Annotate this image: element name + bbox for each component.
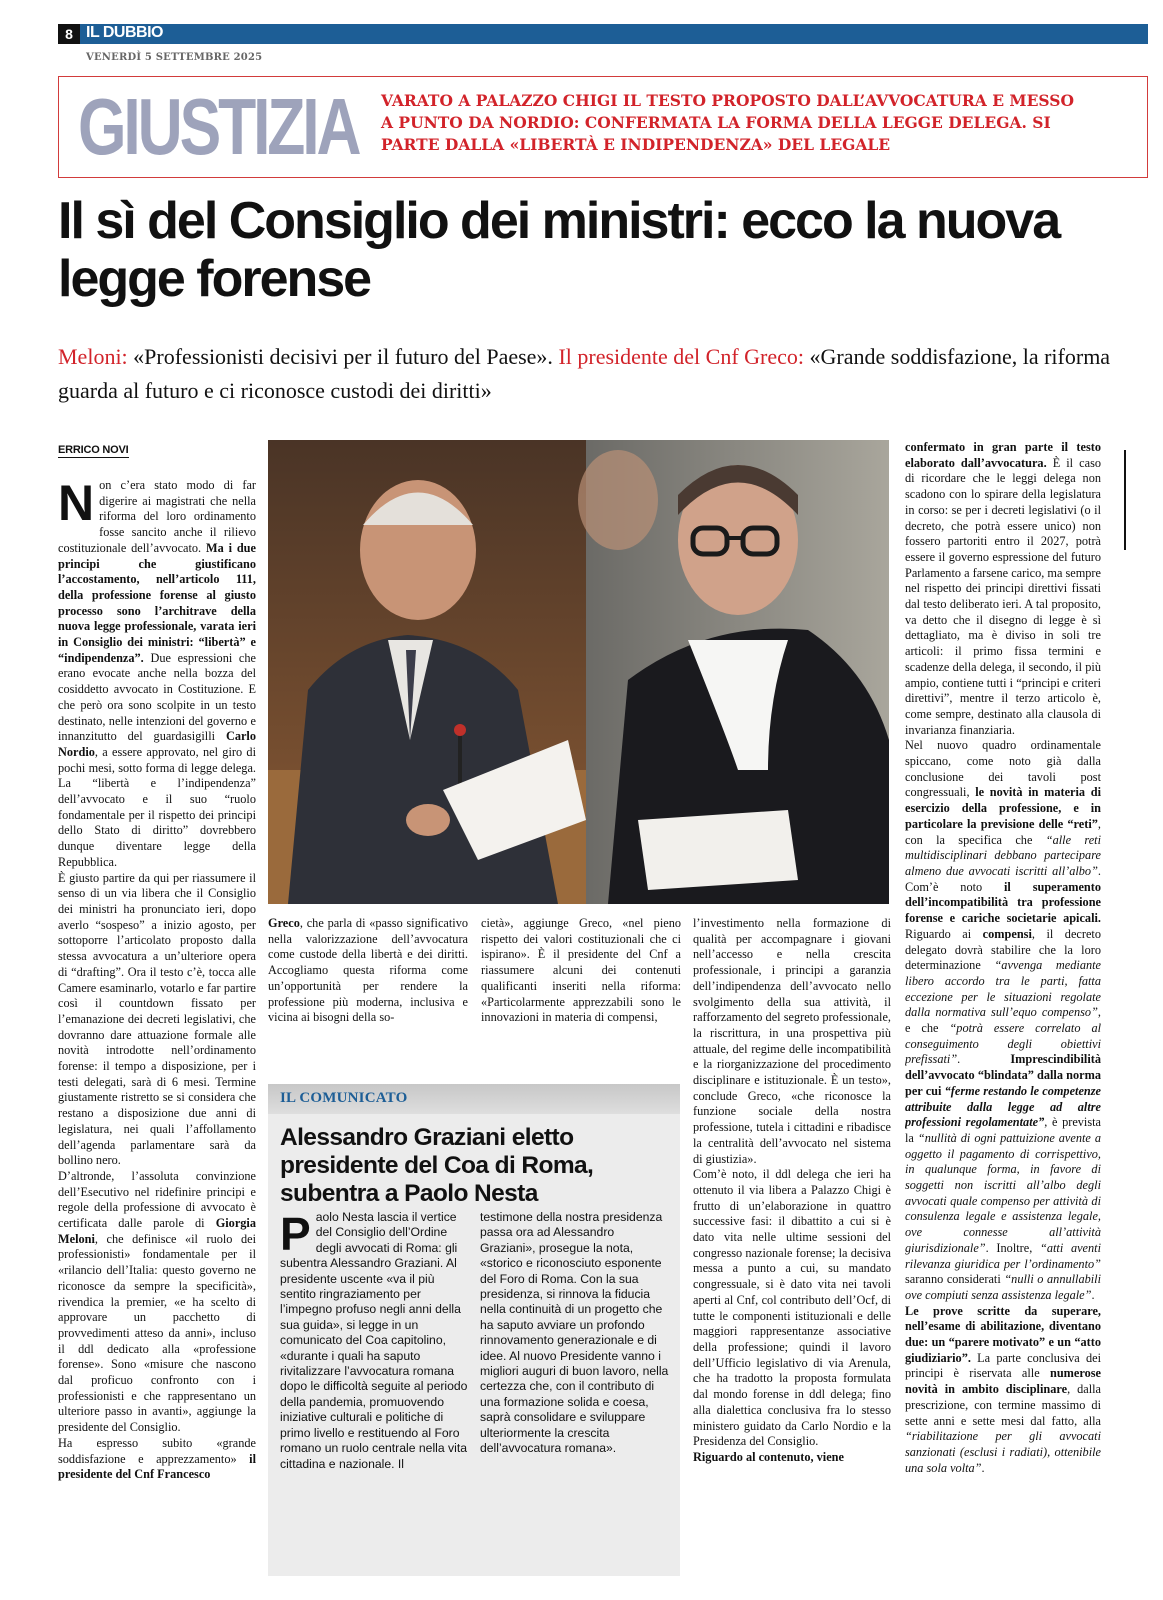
sub-quote-meloni: «Professionisti decisivi per il futuro del Paese».: [127, 344, 559, 369]
paragraph: testimone della nostra presidenza passa ora ad Alessandro Graziani», prosegue la nota, «storico e riconosciuto esponente del Foro di Roma. Con la sua presidenza, si rinnova la fiducia nella continuità di un progetto che ha saputo avviare un profondo rinnovamento generazionale e di idee. Al nuovo Presidente vanno i migliori auguri di buon lavoro, nella certezza che, con il contributo di una formazione solida e coesa, saprà consolidare e sviluppare ulteriormente la crescita dell’avvocatura romana».: [480, 1210, 669, 1456]
article-column-3: [481, 916, 681, 1066]
drop-cap: N: [58, 478, 95, 531]
italic-quote: “atti aventi rilevanza giuridica per l’ordinamento”: [905, 1240, 1101, 1271]
sidebar-column-1: [280, 1210, 470, 1570]
byline: ERRICO NOVI: [58, 444, 129, 456]
article-photo: [268, 440, 889, 904]
italic-quote: “nullità di ogni pattuizione avente a oggetto il pagamento di corrispettivo, in qualunque forma, in favore di soggetti non iscritti all’albo degli avvocati quale compenso per attività di consulenza legale e assistenza legale, ove connesse all’attività giurisdizionale”: [905, 1130, 1101, 1255]
bold-text: il superamento dell’incompatibilità tra professione forense e cariche societarie apicali.: [905, 879, 1101, 926]
paragraph: È il caso di ricordare che le leggi delega non scadono con lo spirare della legislatura in corso: se per i decreti legislativi (o il decreto, che potrà essere unico) non fossero partoriti entro il 2027, potrà essere il governo espressione del futuro Parlamento a farsene carico, ma sempre nel rispetto dei principi direttivi fissati dal testo deliberato ieri. A tal proposito, va detto che il disegno di legge è sì dettagliato, ma è diviso in soli tre articoli: il primo fissa termini e scadenze della delega, il secondo, il più ampio, contiene tutti i “principi e criteri direttivi”, mentre il terzo articolo è, come sempre, destinato alla clausola di invarianza finanziaria.: [905, 455, 1101, 737]
paragraph: , a essere approvato, nel giro di pochi mesi, sotto forma di legge delega. La “libertà e l’indipendenza” dell’avvocato e il suo “ruolo fondamentale per il rispetto dei principi dello Stato di diritto” dovrebbero dunque diventare legge della Repubblica.: [58, 744, 256, 869]
paragraph: Nel nuovo quadro ordinamentale spiccano, come noto già dalla conclusione dei tavoli post congressuali,: [905, 738, 1101, 800]
article-column-5: [905, 440, 1101, 1580]
person-name: Carlo Nordio: [58, 729, 256, 759]
sub-speaker-meloni: Meloni:: [58, 344, 128, 369]
person-name: Giorgia Meloni: [58, 1216, 256, 1246]
masthead-bar: [58, 24, 1148, 44]
paragraph: , che parla di «passo significativo nella valorizzazione dell’avvocatura come custode della libertà e dei diritti. Accogliamo questa riforma come un’opportunità per rendere la professione più moderna, inclusiva e vicina ai bisogni della so-: [268, 916, 468, 1025]
italic-quote: “avvenga mediante libero accordo tra le parti, fatta eccezione per le situazioni regolate dalla normativa sull’equo compenso”: [905, 958, 1101, 1020]
page-number: 8: [58, 24, 80, 44]
paragraph: , che definisce «il ruolo dei professionisti» fondamentale per il «rilancio dell’Italia: questo governo ne riconosce da sempre la specificità», rivendica la premier, «e ha scelto di approvare un pacchetto di provvedimenti atteso da anni», incluso il ddl dedicato alla «professione forense». Sono «misure che nascono dal proficuo confronto con i professionisti e che rappresentano un ulteriore passo in avanti», aggiunge la presidente del Consiglio.: [58, 1231, 256, 1435]
paragraph: . Com’è noto: [905, 863, 1101, 894]
paragraph: l’investimento nella formazione di qualità per accompagnare i giovani nell’accesso e nella crescita professionale, i principi a garanzia dell’indipendenza dell’avvocato nello svolgimento della sua attività, il rafforzamento del segreto professionale, la riscrittura, in una prospettiva più attuale, del regime delle incompatibilità e la riorganizzazione del procedimento disciplinare e istituzionale. È un testo», conclude Greco, «che riconosce la funzione sociale della nostra professione, tutela i cittadini e ribadisce la centralità dell’avvocato nel sistema di giustizia».: [693, 916, 891, 1166]
bold-text: compensi: [982, 926, 1032, 941]
paragraph: È giusto partire da qui per riassumere il senso di un via libera che il Consiglio dei ministri ha pronunciato ieri, dopo averlo “sospeso” a inizio agosto, per sottoporre l’articolato proposto dalla stessa avvocatura a un’ulteriore opera di “drafting”. Ora il testo c’è, tocca alle Camere esaminarlo, votarlo e far partire così il countdown fissato per l’emanazione dei decreti legislativi, che dovranno dare attuazione formale alle novità introdotte nell’ordinamento forense: il tempo a disposizione, per i testi delegati, sarà di 6 mesi. Termine giustamente ristretto se si considera che restano a disposizione due anni di legislatura, nei quali l’affollamento dell’agenda parlamentare sarà da bollino nero.: [58, 870, 256, 1168]
bold-text: le novità in materia di esercizio della professione, e in particolare la previsione delle “reti”: [905, 785, 1101, 831]
paragraph: .: [957, 1052, 1011, 1067]
issue-date: VENERDÌ 5 SETTEMBRE 2025: [86, 52, 263, 63]
paragraph: . Inoltre,: [985, 1240, 1040, 1255]
publication-name: IL DUBBIO: [86, 24, 163, 41]
paragraph: cietà», aggiunge Greco, «nel pieno rispetto dei valori costituzionali che ci ispirano». È il presidente del Cnf a riassumere alcuni dei contenuti qualificanti inseriti nella riforma: «Particolarmente apprezzabili sono le innovazioni in materia di compensi,: [481, 916, 681, 1025]
drop-cap: P: [280, 1210, 311, 1260]
italic-quote: “riabilitazione per gli avvocati sanzionati (esclusi i radiati), ottenibile una sola volta”: [905, 1429, 1101, 1475]
italic-quote: “potrà essere correlato al conseguimento degli obiettivi prefissati”: [905, 1021, 1101, 1067]
article-column-4: [693, 916, 891, 1576]
paragraph: Ha espresso subito «grande soddisfazione e apprezzamento»: [58, 1435, 256, 1466]
paragraph: saranno considerati: [905, 1272, 1005, 1287]
paragraph: , e che: [905, 1005, 1101, 1036]
bold-text: Ma i due principi che giustificano l’accostamento, nell’articolo 111, della professione forense al giusto processo sono l’architrave della nuova legge professionale, varata ieri in Consiglio dei ministri: “libertà” e “indipendenza”.: [58, 540, 256, 665]
paragraph: aolo Nesta lascia il vertice del Consiglio dell’Ordine degli avvocati di Roma: gli subentra Alessandro Graziani. Al presidente uscente «va il più sentito ringraziamento per l’impegno profuso negli anni della sua guida», si legge in un comunicato del Coa capitolino, «durante i quali ha saputo rivitalizzare l’avvocatura romana dopo le difficoltà seguite al periodo della pandemia, promuovendo iniziative culturali e politiche di primo livello e restituendo al Foro romano un ruolo centrale nella vita cittadina e nazionale. Il: [280, 1210, 468, 1471]
italic-quote: “nulli o annullabili ove compiuti senza assistenza legale”: [905, 1272, 1101, 1302]
bold-text: Imprescindibilità dell’avvocato “blindata” dalla norma per cui: [905, 1052, 1101, 1098]
paragraph: , con la specifica che: [905, 816, 1101, 847]
sidebar-column-2: [480, 1210, 672, 1570]
person-name: Greco: [268, 916, 300, 930]
bold-text: numerose novità in ambito disciplinare: [905, 1366, 1101, 1397]
photo-illustration: [268, 440, 889, 904]
bold-italic-quote: “ferme restando le competenze attribuite dalla legge ad altre professioni regolamentate”: [905, 1083, 1101, 1130]
article-column-1: [58, 478, 256, 1568]
paragraph: on c’era stato modo di far digerire ai magistrati che nella riforma del loro ordinamento fosse sancito anche il rilievo costituzionale dell’avvocato.: [58, 478, 256, 555]
article-headline: Il sì del Consiglio dei ministri: ecco la nuova legge forense: [58, 192, 1060, 308]
section-title: GIUSTIZIA: [78, 82, 359, 171]
paragraph: .: [1091, 1287, 1095, 1302]
italic-quote: “alle reti multidisciplinari debbano partecipare almeno due avvocati iscritti all’albo”: [905, 832, 1101, 878]
bold-text: confermato in gran parte il testo elaborato dall’avvocatura.: [905, 440, 1101, 470]
sidebar-label: IL COMUNICATO: [280, 1090, 408, 1106]
sub-speaker-greco: Il presidente del Cnf Greco:: [558, 344, 805, 369]
paragraph: , è prevista la: [905, 1115, 1101, 1145]
bold-text: Le prove scritte da superare, nell’esame di abilitazione, diventano due: un “parere motivato” e un “atto giudiziario”.: [905, 1303, 1101, 1365]
article-kicker: VARATO A PALAZZO CHIGI IL TESTO PROPOSTO DALL’AVVOCATURA E MESSO A PUNTO DA NORDIO: CONFERMATA LA FORMA DELLA LEGGE DELEGA. SI PARTE DALLA «LIBERTÀ E INDIPENDENZA» DEL LEGALE: [381, 91, 1074, 154]
bold-text: Riguardo al contenuto, viene: [693, 1449, 844, 1464]
sub-quote-greco: «Grande soddisfazione, la riforma guarda al futuro e ci riconosce custodi dei diritti»: [58, 344, 1111, 403]
paragraph: D’altronde, l’assoluta convinzione dell’Esecutivo nel ridefinire principi e regole della professione di avvocato è certificata dalle parole di: [58, 1168, 256, 1231]
paragraph: , dalla prescrizione, con termine massimo di sette anni e sette mesi dal fatto, alla: [905, 1382, 1101, 1428]
margin-mark: [1124, 450, 1126, 550]
bold-text: il presidente del Cnf Francesco: [58, 1451, 256, 1482]
sidebar-title: Alessandro Graziani eletto presidente del Coa di Roma, subentra a Paolo Nesta: [280, 1124, 594, 1207]
paragraph: Riguardo ai: [905, 926, 983, 941]
paragraph: Due espressioni che erano evocate anche nella bozza del cosiddetto avvocato in Costituzione. E che però ora sono scolpite in un testo destinato, nelle intenzioni del governo e innanzitutto del guardasigilli: [58, 650, 256, 744]
paragraph: La parte conclusiva dei principi è riservata alle: [905, 1350, 1101, 1381]
paragraph: .: [981, 1460, 985, 1475]
article-column-2: [268, 916, 468, 1066]
article-subheadline: [58, 340, 1148, 408]
paragraph: Com’è noto, il ddl delega che ieri ha ottenuto il via libera a Palazzo Chigi è frutto di un’elaborazione in quattro successive fasi: il dibattito a cui si è dato vita nelle ultime sessioni del congresso nazionale forense; la decisiva messa a punto a cui, su mandato congressuale, si è dato vita nei tavoli aperti al Cnf, col contributo dell’Ocf, di tutte le componenti istituzionali e delle maggiori rappresentanze associative della professione; quindi il lavoro dell’Ufficio legislativo di via Arenula, che ha tradotto la proposta formulata dal mondo forense in ddl delega; fino alla dialettica conclusiva fra lo stesso ministero guidato da Carlo Nordio e la Presidenza del Consiglio.: [693, 1167, 891, 1449]
paragraph: , il decreto delegato dovrà stabilire che la loro determinazione: [905, 926, 1101, 973]
